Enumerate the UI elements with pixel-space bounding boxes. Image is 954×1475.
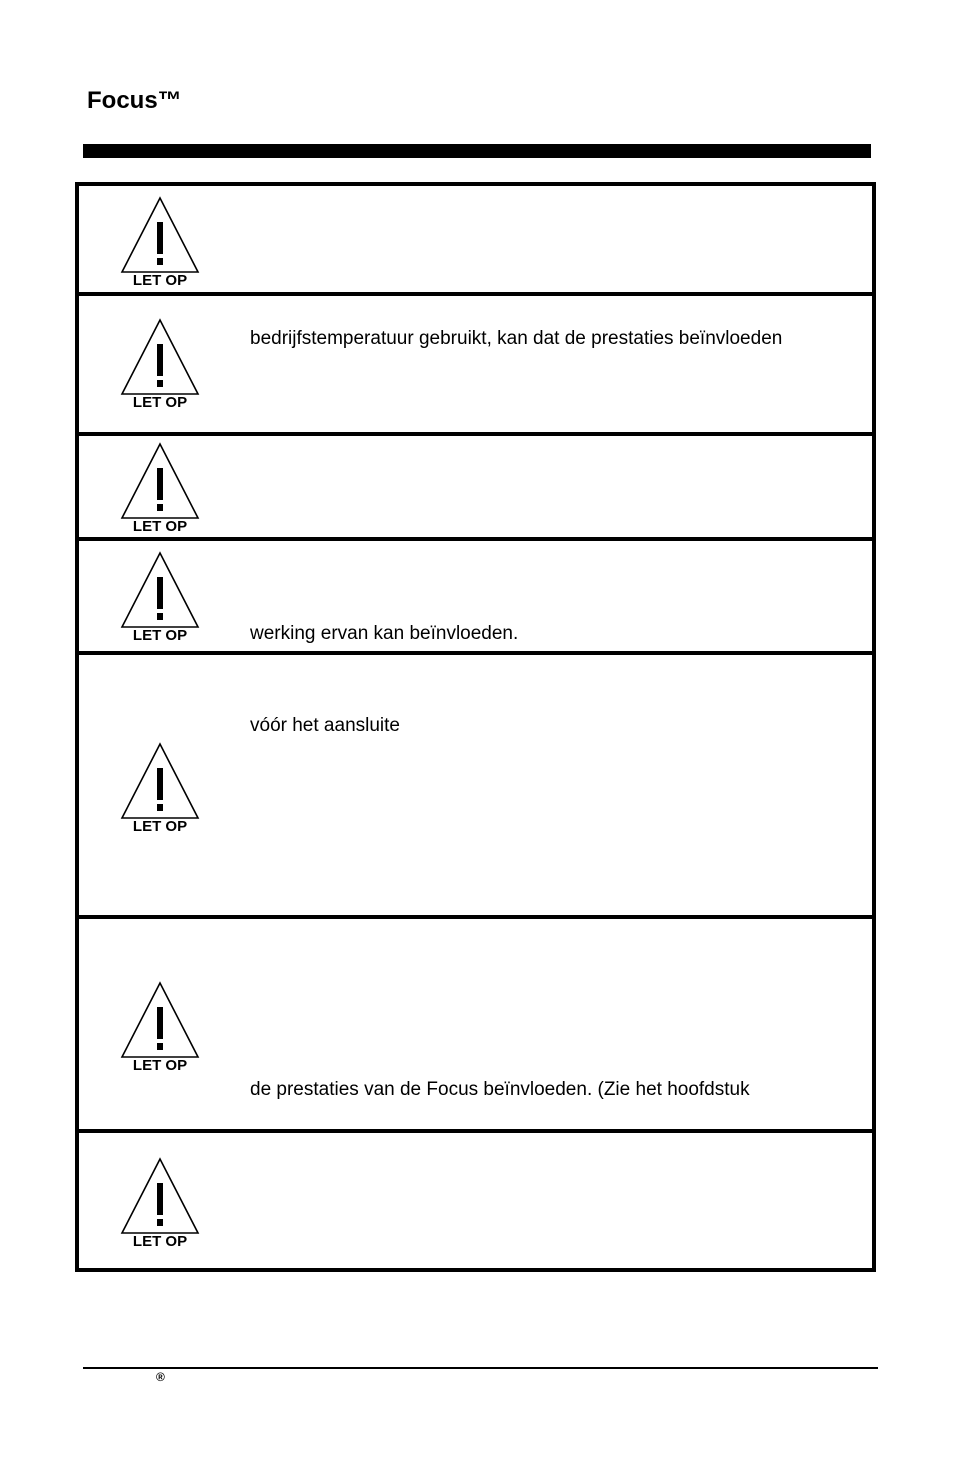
let-op-label: LET OP (132, 1233, 188, 1247)
warning-row-1 (79, 186, 872, 292)
let-op-label: LET OP (132, 1057, 188, 1071)
let-op-label: LET OP (132, 627, 188, 641)
warning-row-4 (79, 537, 872, 651)
warning-row-6 (79, 915, 872, 1129)
header-rule (83, 144, 871, 158)
warning-row-5 (79, 651, 872, 915)
warning-text-4: werking ervan kan beïnvloeden. (250, 623, 519, 644)
warning-row-7 (79, 1129, 872, 1268)
let-op-label: LET OP (132, 272, 188, 286)
caution-triangle-icon (117, 442, 203, 532)
caution-triangle-icon (117, 551, 203, 641)
warning-row-3 (79, 432, 872, 537)
caution-triangle-icon (117, 1157, 203, 1247)
let-op-label: LET OP (132, 818, 188, 832)
page-title: Focus™ (87, 87, 182, 114)
caution-triangle-icon (117, 196, 203, 286)
warning-row-2 (79, 292, 872, 432)
let-op-label: LET OP (132, 518, 188, 532)
warning-text-2: bedrijfstemperatuur gebruikt, kan dat de prestaties beïnvloeden (250, 328, 783, 349)
warning-table (75, 182, 876, 1272)
footer-rule (83, 1367, 878, 1369)
let-op-label: LET OP (132, 394, 188, 408)
warning-text-6: de prestaties van de Focus beïnvloeden. (Zie het hoofdstuk (250, 1079, 750, 1100)
caution-triangle-icon (117, 318, 203, 408)
caution-triangle-icon (117, 981, 203, 1071)
warning-text-5: vóór het aansluite (250, 715, 400, 736)
registered-mark: ® (156, 1370, 165, 1384)
caution-triangle-icon (117, 742, 203, 832)
